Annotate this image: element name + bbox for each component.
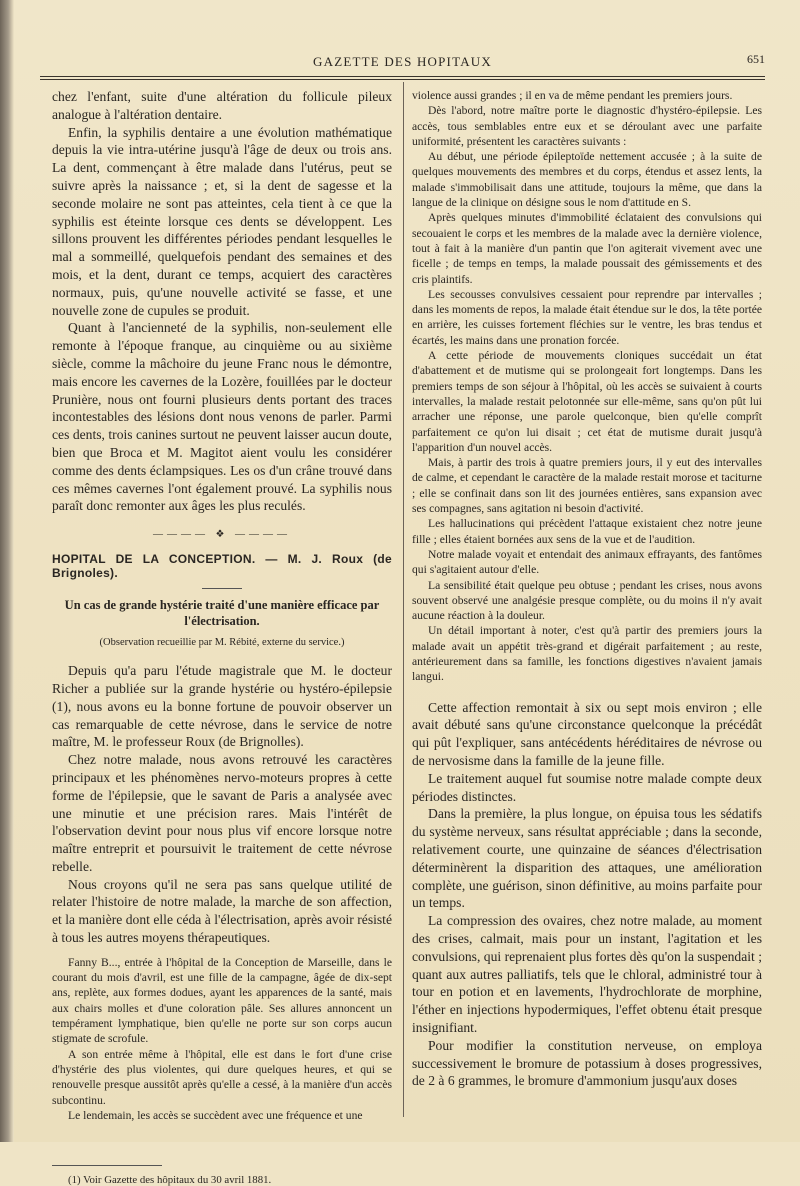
case-paragraph: Notre malade voyait et entendait des animaux effrayants, des fantômes qui s'agitaient autour d'elle. bbox=[412, 547, 762, 577]
page-header bbox=[40, 52, 765, 76]
case-paragraph: Au début, une période épileptoïde nettement accusée ; à la suite de quelques mouvements des membres et du corps, étendus et assez lents, la malade s'immobilisait dans une attitude, toujours la même, que dans la langue de la clinique on désigne sous le nom d'attitude en S. bbox=[412, 150, 762, 210]
page-number: 651 bbox=[747, 52, 765, 66]
binding-shadow bbox=[0, 0, 14, 1142]
case-paragraph: La sensibilité était quelque peu obtuse ; pendant les crises, nous avons souvent observé une analgésie presque complète, ou du moins il n'y avait aucune réaction à la douleur. bbox=[412, 578, 762, 623]
case-paragraph: Après quelques minutes d'immobilité éclataient des convulsions qui secouaient le corps et les membres de la malade avec la dernière violence, tout à fait à la manière d'un pantin que l'on agiterait vivement avec une ficelle ; de temps en temps, la malade poussait des gémissements et des cris plaintifs. bbox=[412, 211, 762, 286]
paragraph: Enfin, la syphilis dentaire a une évolution mathématique depuis la vie intra-utérine jusqu'à l'âge de deux ou trois ans. La dent, commençant à être malade dans l'utérus, peut se suivre après la naissance ; et, si la dent de sagesse et la seconde molaire ne sont pas atteintes, cela tient à ce que la syphilis est éteinte lorsque ces dents se développent. Les sillons prouvent les différentes périodes pendant lesquelles le mal a sommeillé, quelquefois pendant des semaines et des mois, et la dent, durant ce temps, acquiert des caractères normaux, puis, qu'une nouvelle activité se fasse, et une nouvelle zone de cupules se produit. bbox=[52, 124, 392, 318]
header-rule bbox=[40, 76, 765, 77]
paragraph: chez l'enfant, suite d'une altération du follicule pileux analogue à l'altération dentaire. bbox=[52, 89, 392, 122]
column-divider bbox=[403, 82, 404, 1117]
case-paragraph: Dès l'abord, notre maître porte le diagnostic d'hystéro-épilepsie. Les accès, tous semblables entre eux et se déroulant avec une parfaite uniformité, présentent les caractères suivants : bbox=[412, 104, 762, 148]
case-paragraph: Les hallucinations qui précèdent l'attaque existaient chez notre jeune fille ; elles étaient bornées aux sens de la vue et de l'audition. bbox=[412, 517, 762, 546]
paragraph: Nous croyons qu'il ne sera pas sans quelque utilité de relater l'histoire de notre malade, la marche de son affection, et la manière dont elle céda à l'électrisation, après avoir résisté à tous les autres moyens thérapeutiques. bbox=[52, 876, 392, 946]
paragraph: La compression des ovaires, chez notre malade, au moment des crises, calmait, mais pour un instant, l'agitation et les convulsions, qui reprenaient plus fortes dès qu'on la suspendait ; quant aux autres palliatifs, tels que le chloral, administré tour à tour en potion et en lavements, l'hydrochlorate de morphine, l'éther en injections hypodermiques, l'effet obtenu était presque insignifiant. bbox=[412, 913, 762, 1035]
case-paragraph: Mais, à partir des trois à quatre premiers jours, il y eut des intervalles de calme, et cependant le caractère de la malade restait morose et taciturne ; elle se confinait dans son lit des journées entières, sans expansion avec ses compagnes, sans agitation ni besoin d'activité. bbox=[412, 456, 762, 516]
header-rule-double bbox=[40, 79, 765, 80]
case-paragraph: Les secousses convulsives cessaient pour reprendre par intervalles ; dans les moments de repos, la malade était étendue sur le dos, la tête portée en arrière, les cuisses fortement fléchies sur le ventre, les bras tendus et écartés, les mains dans une pronation forcée. bbox=[412, 287, 762, 347]
paragraph: Dans la première, la plus longue, on épuisa tous les sédatifs du système nerveux, sans résultat appréciable ; dans la seconde, relativement courte, une quinzaine de séances d'électrisation déterminèrent la disparition des attaques, une amélioration complète, une guérison, sinon définitive, au moins parfaite pour un temps. bbox=[412, 806, 762, 911]
case-paragraph: Un détail important à noter, c'est qu'à partir des premiers jours la malade avait un appétit très-grand et digérait parfaitement ; au reste, antérieurement dans sa famille, les fonctions digestives n'avaient jamais langui. bbox=[412, 624, 762, 684]
section-title: HOPITAL DE LA CONCEPTION. — M. J. Roux (de Brignoles). bbox=[52, 552, 392, 581]
journal-title: GAZETTE DES HOPITAUX bbox=[313, 54, 492, 69]
case-paragraph: violence aussi grandes ; il en va de même pendant les premiers jours. bbox=[412, 89, 733, 102]
footnote: (1) Voir Gazette des hôpitaux du 30 avril 1881. bbox=[68, 1174, 272, 1186]
paragraph: Chez notre malade, nous avons retrouvé les caractères principaux et les phénomènes nervo-moteurs propres à cette forme de l'épilepsie, que le savant de Paris a analysée avec une minutie et une précision rares. Mais l'intérêt de l'observation devint pour nous plus vif encore lorsque notre maître entreprit et poursuivit le traitement de cette névrose rebelle. bbox=[52, 752, 392, 874]
left-column bbox=[52, 88, 392, 1186]
short-rule bbox=[202, 588, 242, 589]
article-title: Un cas de grande hystérie traité d'une manière efficace par l'électrisation. bbox=[64, 598, 380, 629]
paragraph: Pour modifier la constitution nerveuse, on employa successivement le bromure de potassium à doses progressives, de 2 à 6 grammes, le bromure d'ammonium jusqu'aux doses bbox=[412, 1037, 762, 1089]
paragraph: Quant à l'ancienneté de la syphilis, non-seulement elle remonte à l'époque franque, au cinquième ou au sixième siècle, comme la mâchoire du jeune Franc nous le démontre, mais encore les cavernes de la Lozère, fouillées par le docteur Prunière, nous ont fourni plusieurs dents portant des traces incontestables des lésions dont nous venons de parler. Parmi ces dents, trois canines surtout ne peuvent laisser aucun doute, bien que Broca et M. Magitot aient voulu les considérer comme des dents éclampsiques. Les os d'un crâne trouvé dans ces mêmes cavernes l'ont également prouvé. La syphilis nous paraît donc remonter aux âges les plus reculés. bbox=[52, 320, 392, 514]
paragraph: Le traitement auquel fut soumise notre malade compte deux périodes distinctes. bbox=[412, 770, 762, 804]
right-column bbox=[412, 88, 762, 1090]
case-paragraph: A son entrée même à l'hôpital, elle est dans le fort d'une crise d'hystérie des plus violentes, qui dure quelques heures, et qui se renouvelle presque aussitôt après qu'elle a cessé, à la manière d'un accès subcontinu. bbox=[52, 1047, 392, 1107]
case-paragraph: Fanny B..., entrée à l'hôpital de la Conception de Marseille, dans le courant du mois d'avril, est une fille de la campagne, âgée de dix-sept ans, replète, aux formes dodues, ayant les apparences de la santé, mais aux chairs molles et d'une coloration pâle. Ses allures annoncent un tempérament lymphatique, bien qu'elle ne porte sur son corps aucun stigmate de scrofule. bbox=[52, 955, 392, 1046]
paragraph: Cette affection remontait à six ou sept mois environ ; elle avait débuté sans qu'une circonstance quelconque la précédât qui pût l'expliquer, sans antécédents héréditaires de névrose ou de nervosisme dans la famille de la jeune fille. bbox=[412, 699, 762, 768]
case-paragraph: A cette période de mouvements cloniques succédait un état d'abattement et de mutisme qui se prolongeait fort longtemps. Dans les premiers temps de son séjour à l'hôpital, où les accès se suivaient à courts intervalles, la malade restait pelotonnée sur elle-même, sans qu'on pût lui arracher une réponse, une parole quelconque, bien qu'elle comprît parfaitement ce qu'on lui disait ; cet état de mutisme durait jusqu'à l'apparition d'un nouvel accès. bbox=[412, 349, 762, 454]
case-paragraph: Le lendemain, les accès se succèdent avec une fréquence et une bbox=[68, 1108, 363, 1122]
paragraph: Depuis qu'a paru l'étude magistrale que M. le docteur Richer a publiée sur la grande hystérie ou hystéro-épilepsie (1), nous avons eu la bonne fortune de pouvoir observer un cas remarquable de cette névrose, dans le service de notre maître, M. le professeur Roux (de Brignolles). bbox=[52, 663, 392, 750]
observation-credit: (Observation recueillie par M. Rébité, externe du service.) bbox=[99, 637, 345, 649]
section-ornament: ———— ❖ ———— bbox=[153, 529, 291, 541]
footnote-rule bbox=[52, 1165, 162, 1166]
